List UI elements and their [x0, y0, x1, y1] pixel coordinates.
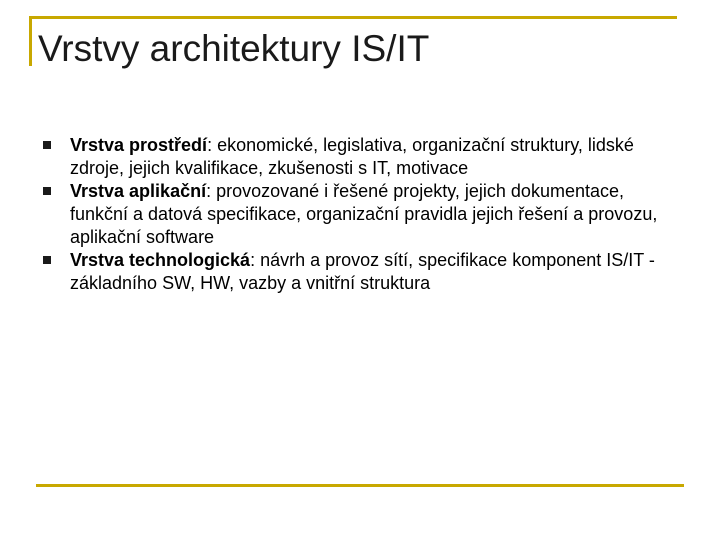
bullet-item-technology: [40, 249, 680, 295]
left-rule-line: [29, 16, 32, 66]
bullet-list: [40, 134, 680, 295]
bullet-term: Vrstva aplikační: [70, 181, 207, 201]
bullet-text: : provozované i řešené projekty, jejich dokumentace, funkční a datová specifikace, organizační pravidla jejich řešení a provozu, aplikační software: [70, 181, 658, 247]
square-bullet-icon: [43, 256, 51, 264]
bullet-item-application: [40, 180, 680, 249]
bullet-text: : ekonomické, legislativa, organizační struktury, lidské zdroje, jejich kvalifikace, zkušenosti s IT, motivace: [70, 135, 634, 178]
bullet-item-environment: [40, 134, 680, 180]
square-bullet-icon: [43, 141, 51, 149]
bullet-term: Vrstva technologická: [70, 250, 251, 270]
bottom-rule-line: [36, 484, 684, 487]
slide-title: Vrstvy architektury IS/IT: [38, 28, 430, 69]
bullet-text: : návrh a provoz sítí, specifikace komponent IS/IT - základního SW, HW, vazby a vnitřní struktura: [70, 250, 655, 293]
square-bullet-icon: [43, 187, 51, 195]
top-rule-line: [32, 16, 677, 19]
bullet-term: Vrstva prostředí: [70, 135, 208, 155]
